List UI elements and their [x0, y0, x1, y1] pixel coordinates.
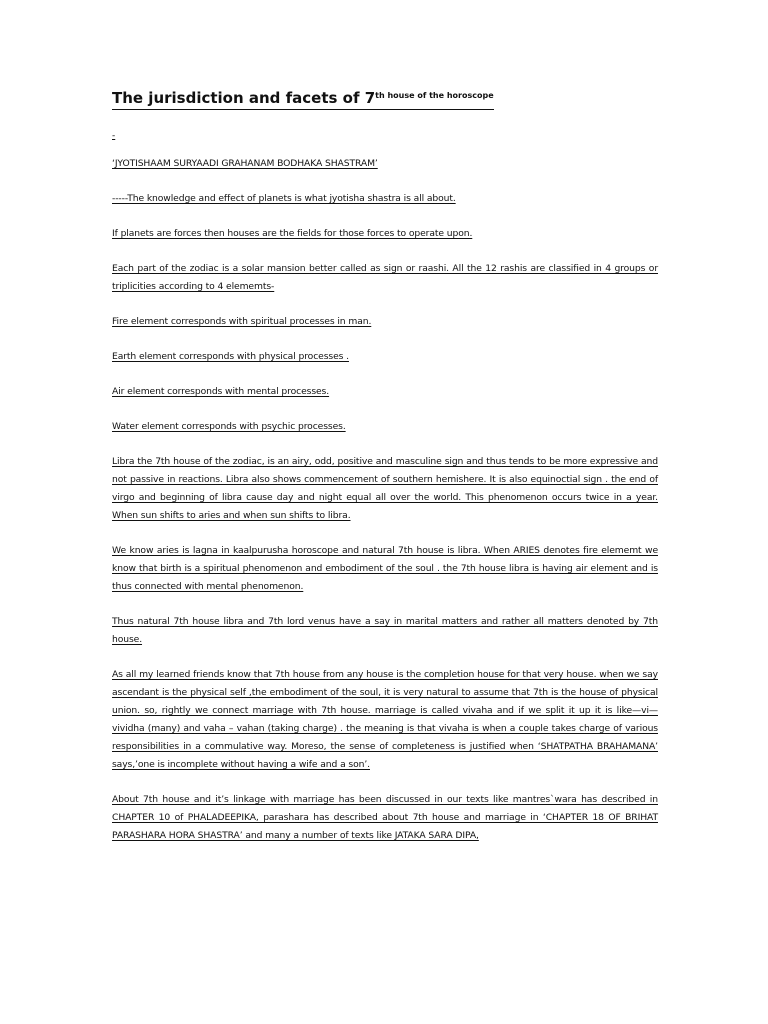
paragraph-aries-lagna: We know aries is lagna in kaalpurusha horoscope and natural 7th house is libra. When ARIES denotes fire elememt we know that birth is a spiritual phenomenon and embodiment of the soul . the 7th house libra is having air element and is thus connected with mental phenomenon.	[112, 545, 658, 592]
paragraph-sanskrit-quote: ‘JYOTISHAAM SURYAADI GRAHANAM BODHAKA SHASTRAM’	[112, 158, 378, 169]
title-superscript: th	[375, 91, 385, 100]
paragraph-zodiac-signs: Each part of the zodiac is a solar mansion better called as sign or raashi. All the 12 rashis are classified in 4 groups or triplicities according to 4 elememts-	[112, 263, 658, 292]
paragraph-texts: About 7th house and it’s linkage with marriage has been discussed in our texts like mantres`wara has described in CHAPTER 10 of PHALADEEPIKA, parashara has described about 7th house and marriage in ‘CHAPTER 18 OF BRIHAT PARASHARA HORA SHASTRA’ and many a number of texts like JATAKA SARA DIPA,	[112, 794, 658, 841]
title-tail: house of the horoscope	[384, 91, 494, 100]
paragraph-earth-element: Earth element corresponds with physical processes .	[112, 351, 349, 362]
title-main: The jurisdiction and facets of 7	[112, 89, 376, 107]
paragraph-water-element: Water element corresponds with psychic processes.	[112, 421, 346, 432]
paragraph-planets-forces: If planets are forces then houses are the fields for those forces to operate upon.	[112, 228, 473, 239]
paragraph-air-element: Air element corresponds with mental processes.	[112, 386, 330, 397]
paragraph-libra: Libra the 7th house of the zodiac, is an airy, odd, positive and masculine sign and thus tends to be more expressive and not passive in reactions. Libra also shows commencement of southern hemishere. It is also equinoctial sign . the end of virgo and beginning of libra cause day and night equal all over the world. This phenomenon occurs twice in a year. When sun shifts to aries and when sun shifts to libra.	[112, 456, 658, 521]
paragraph-definition: -----The knowledge and effect of planets is what jyotisha shastra is all about.	[112, 193, 456, 204]
dash-separator: -	[112, 131, 116, 141]
paragraph-marriage: As all my learned friends know that 7th house from any house is the completion house for that very house. when we say ascendant is the physical self ,the embodiment of the soul, it is very natural to assume that 7th is the house of physical union. so, rightly we connect marriage with 7th house. marriage is called vivaha and if we split it up it is like—vi—vividha (many) and vaha – vahan (taking charge) . the meaning is that vivaha is when a couple takes charge of various responsibilities in a commulative way. Moreso, the sense of completeness is justified when ‘SHATPATHA BRAHAMANA’ says,’one is incomplete without having a wife and a son’.	[112, 669, 658, 770]
paragraph-fire-element: Fire element corresponds with spiritual processes in man.	[112, 316, 372, 327]
document-title	[112, 88, 494, 110]
paragraph-venus: Thus natural 7th house libra and 7th lord venus have a say in marital matters and rather all matters denoted by 7th house.	[112, 616, 658, 645]
